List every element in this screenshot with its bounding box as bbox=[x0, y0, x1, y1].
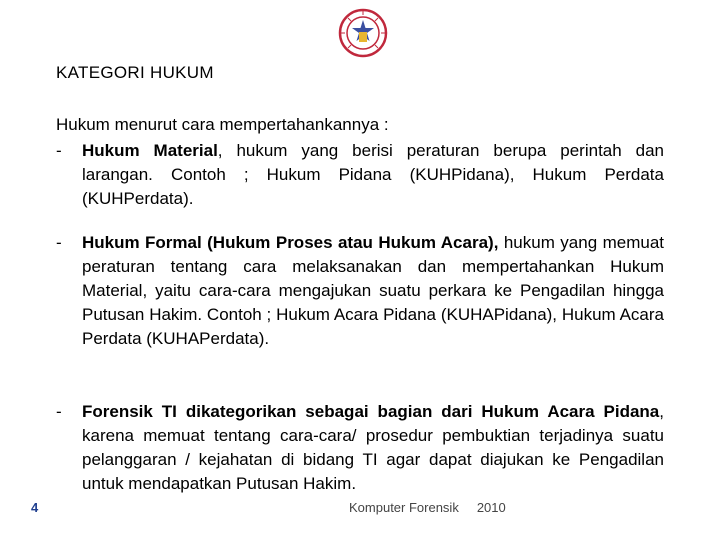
list-item-term: Hukum Material bbox=[82, 141, 218, 160]
list-item bbox=[56, 139, 664, 211]
list-item-term: Forensik TI dikategorikan sebagai bagian dari Hukum Acara Pidana bbox=[82, 402, 660, 421]
university-seal-icon bbox=[338, 8, 388, 58]
slide-title: KATEGORI HUKUM bbox=[56, 63, 214, 82]
footer-year: 2010 bbox=[476, 500, 506, 515]
list-item bbox=[56, 231, 664, 351]
footer-course: Komputer Forensik bbox=[349, 500, 459, 515]
list-bullet: - bbox=[56, 233, 62, 252]
list-item-text: , karena memuat tentang cara-cara/ prosedur pembuktian terjadinya suatu pelanggaran / kejahatan di bidang TI agar dapat diajukan ke Pengadilan untuk mendapatkan Putusan Hakim. bbox=[82, 402, 664, 493]
footer bbox=[349, 500, 506, 515]
slide-intro: Hukum menurut cara mempertahankannya : bbox=[56, 115, 389, 134]
list-bullet: - bbox=[56, 141, 62, 160]
page-number: 4 bbox=[31, 500, 39, 515]
list-item-text: , hukum yang berisi peraturan berupa perintah dan larangan. Contoh ; Hukum Pidana (KUHPidana), Hukum Perdata (KUHPerdata). bbox=[82, 141, 664, 208]
list-item-text: hukum yang memuat peraturan tentang cara melaksanakan dan mempertahankan Hukum Material, yaitu cara-cara mengajukan suatu perkara ke Pengadilan hingga Putusan Hakim. Contoh ; Hukum Acara Pidana (KUHAPidana), Hukum Acara Perdata (KUHAPerdata). bbox=[82, 233, 664, 348]
list-item bbox=[56, 400, 664, 496]
list-bullet: - bbox=[56, 402, 62, 421]
list-item-term: Hukum Formal (Hukum Proses atau Hukum Acara), bbox=[82, 233, 499, 252]
